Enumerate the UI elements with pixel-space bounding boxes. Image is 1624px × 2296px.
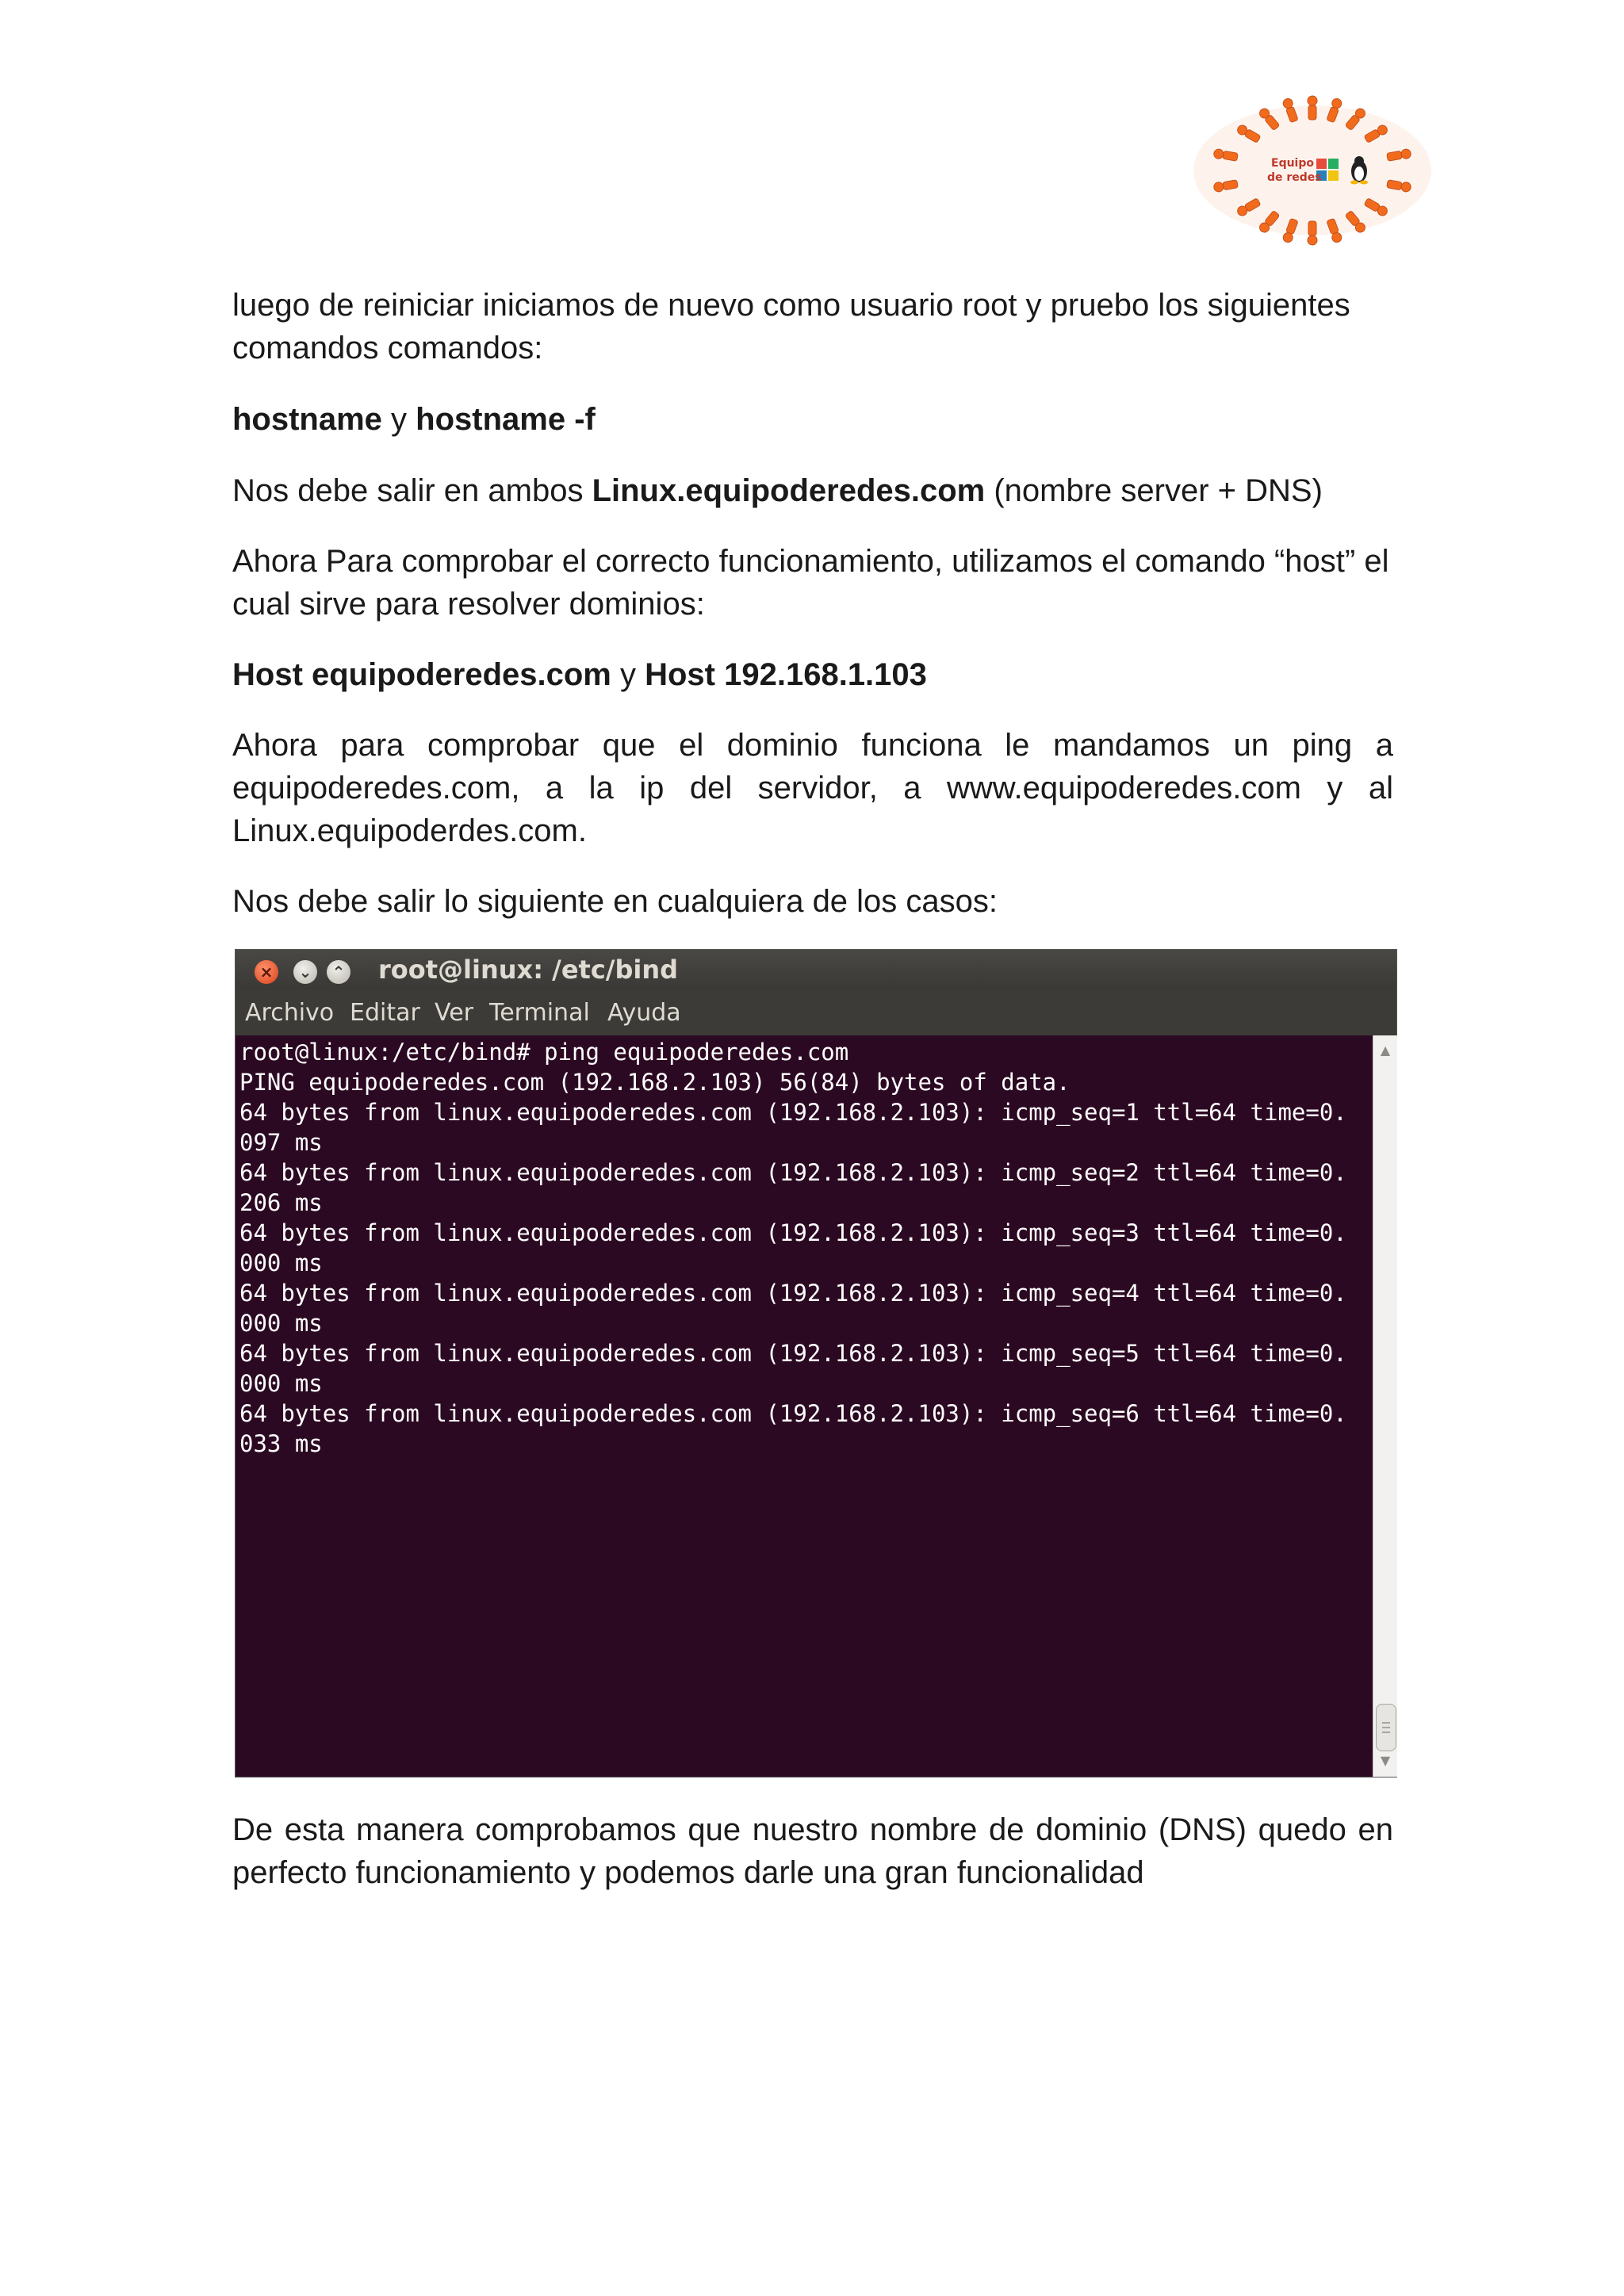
menu-ver[interactable]: Ver — [435, 999, 473, 1027]
equipo-de-redes-logo — [1182, 95, 1443, 246]
terminal-line: 64 bytes from linux.equipoderedes.com (192.168.2.103): icmp_seq=4 ttl=64 time=0. — [239, 1280, 1347, 1307]
menu-editar[interactable]: Editar — [350, 999, 420, 1027]
terminal-line: 033 ms — [239, 1430, 323, 1457]
expected-result-paragraph — [232, 469, 1393, 512]
hostname-f-command: hostname -f — [416, 402, 596, 437]
terminal-window — [236, 950, 1396, 1777]
maximize-icon[interactable]: ⌃ — [327, 960, 350, 984]
hostname-command: hostname — [232, 402, 382, 437]
ping-result-paragraph: Nos debe salir lo siguiente en cualquiera de los casos: — [232, 884, 998, 919]
hostname-commands — [232, 398, 1393, 441]
terminal-line: 64 bytes from linux.equipoderedes.com (192.168.2.103): icmp_seq=5 ttl=64 time=0. — [239, 1340, 1347, 1367]
terminal-line: 64 bytes from linux.equipoderedes.com (192.168.2.103): icmp_seq=6 ttl=64 time=0. — [239, 1400, 1347, 1427]
terminal-line: 64 bytes from linux.equipoderedes.com (192.168.2.103): icmp_seq=1 ttl=64 time=0. — [239, 1099, 1347, 1126]
terminal-line: 64 bytes from linux.equipoderedes.com (192.168.2.103): icmp_seq=2 ttl=64 time=0. — [239, 1159, 1347, 1186]
logo-text-line1: Equipo — [1271, 157, 1314, 170]
grip-line — [1382, 1727, 1390, 1728]
conclusion-paragraph: De esta manera comprobamos que nuestro nombre de dominio (DNS) quedo en perfecto funcionamiento y podemos darle una gran funcionalidad — [232, 1812, 1393, 1890]
host-domain-command: Host equipoderedes.com — [232, 657, 611, 692]
terminal-line: 000 ms — [239, 1249, 323, 1276]
terminal-scrollbar[interactable] — [1373, 1035, 1397, 1777]
minimize-icon[interactable]: ⌄ — [293, 960, 317, 984]
terminal-output[interactable] — [236, 1035, 1373, 1777]
intro-line-2: comandos comandos: — [232, 331, 543, 365]
host-commands — [232, 653, 1393, 696]
result-suffix: (nombre server + DNS) — [985, 473, 1323, 508]
terminal-line: 206 ms — [239, 1189, 323, 1216]
terminal-menubar — [236, 989, 1396, 1035]
menu-terminal[interactable]: Terminal — [489, 999, 590, 1027]
host-connector: y — [611, 657, 645, 692]
command-connector: y — [381, 402, 416, 437]
terminal-line: 000 ms — [239, 1370, 323, 1397]
terminal-line: 000 ms — [239, 1310, 323, 1337]
host-ip-command: Host 192.168.1.103 — [645, 657, 927, 692]
logo-text-line2: de redes — [1267, 171, 1322, 184]
terminal-title: root@linux: /etc/bind — [378, 955, 679, 985]
result-domain: Linux.equipoderedes.com — [592, 473, 986, 508]
intro-line-1: luego de reiniciar iniciamos de nuevo como usuario root y pruebo los siguientes — [232, 288, 1350, 323]
terminal-line: root@linux:/etc/bind# ping equipoderedes.com — [239, 1039, 849, 1066]
menu-archivo[interactable]: Archivo — [245, 999, 335, 1027]
grip-line — [1382, 1722, 1390, 1724]
host-intro-paragraph: Ahora Para comprobar el correcto funcionamiento, utilizamos el comando “host” el cual sirve para resolver dominios: — [232, 544, 1389, 622]
ping-intro-paragraph: Ahora para comprobar que el dominio funciona le mandamos un ping a equipoderedes.com, a la ip del servidor, a www.equipoderedes.com y al Linux.equipoderdes.com. — [232, 728, 1393, 848]
scroll-up-icon[interactable]: ▲ — [1380, 1043, 1391, 1058]
close-icon[interactable]: × — [255, 960, 278, 984]
terminal-line: PING equipoderedes.com (192.168.2.103) 56(84) bytes of data. — [239, 1069, 1071, 1096]
terminal-line: 097 ms — [239, 1129, 323, 1156]
terminal-line: 64 bytes from linux.equipoderedes.com (192.168.2.103): icmp_seq=3 ttl=64 time=0. — [239, 1219, 1347, 1246]
menu-ayuda[interactable]: Ayuda — [607, 999, 681, 1027]
scroll-down-icon[interactable]: ▼ — [1380, 1753, 1391, 1768]
intro-paragraph — [232, 284, 1393, 369]
grip-line — [1382, 1732, 1390, 1733]
result-prefix: Nos debe salir en ambos — [232, 473, 592, 508]
terminal-titlebar — [236, 950, 1396, 989]
scrollbar-thumb[interactable] — [1376, 1704, 1396, 1751]
